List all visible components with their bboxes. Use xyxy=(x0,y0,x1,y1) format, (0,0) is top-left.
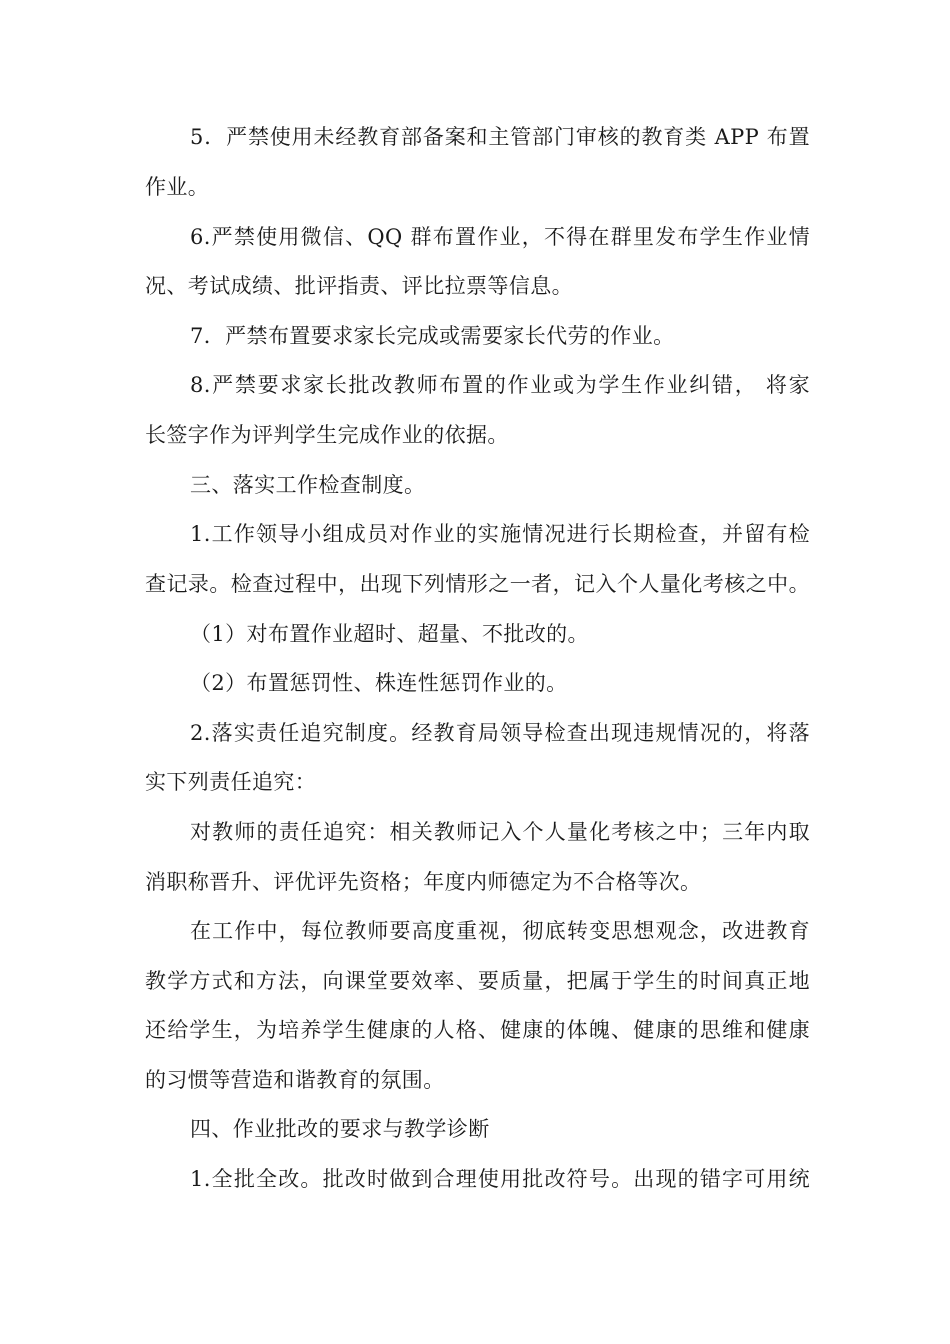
text-line: 1.全批全改。批改时做到合理使用批改符号。出现的错字可用统 xyxy=(190,1167,810,1191)
text-line: 消职称晋升、评优评先资格；年度内师德定为不合格等次。 xyxy=(145,870,702,894)
text-line: 对教师的责任追究：相关教师记入个人量化考核之中；三年内取 xyxy=(190,820,810,844)
text-line: 在工作中，每位教师要高度重视，彻底转变思想观念，改进教育 xyxy=(190,919,810,943)
list-item: （1）对布置作业超时、超量、不批改的。 xyxy=(190,622,589,646)
text-line: 7．严禁布置要求家长完成或需要家长代劳的作业。 xyxy=(190,324,675,348)
text-line: 1.工作领导小组成员对作业的实施情况进行长期检查，并留有检 xyxy=(190,522,810,546)
text-line: 教学方式和方法，向课堂要效率、要质量，把属于学生的时间真正地 xyxy=(145,969,810,993)
list-item: （2）布置惩罚性、株连性惩罚作业的。 xyxy=(190,671,568,695)
text-line: 查记录。检查过程中，出现下列情形之一者，记入个人量化考核之中。 xyxy=(145,572,810,596)
text-line: 5．严禁使用未经教育部备案和主管部门审核的教育类 APP 布置 xyxy=(190,125,810,149)
text-line: 还给学生，为培养学生健康的人格、健康的体魄、健康的思维和健康 xyxy=(145,1018,810,1042)
text-line: 8.严禁要求家长批改教师布置的作业或为学生作业纠错， 将家 xyxy=(190,373,810,397)
text-line: 实下列责任追究： xyxy=(145,770,317,794)
text-line: 2.落实责任追究制度。经教育局领导检查出现违规情况的，将落 xyxy=(190,721,810,745)
text-line: 长签字作为评判学生完成作业的依据。 xyxy=(145,423,509,447)
text-line: 6.严禁使用微信、QQ 群布置作业，不得在群里发布学生作业情 xyxy=(190,225,810,249)
section-heading: 四、作业批改的要求与教学诊断 xyxy=(190,1117,490,1141)
text-line: 作业。 xyxy=(145,175,210,199)
section-heading: 三、落实工作检查制度。 xyxy=(190,473,426,497)
text-line: 的习惯等营造和谐教育的氛围。 xyxy=(145,1068,445,1092)
text-line: 况、考试成绩、批评指责、评比拉票等信息。 xyxy=(145,274,573,298)
